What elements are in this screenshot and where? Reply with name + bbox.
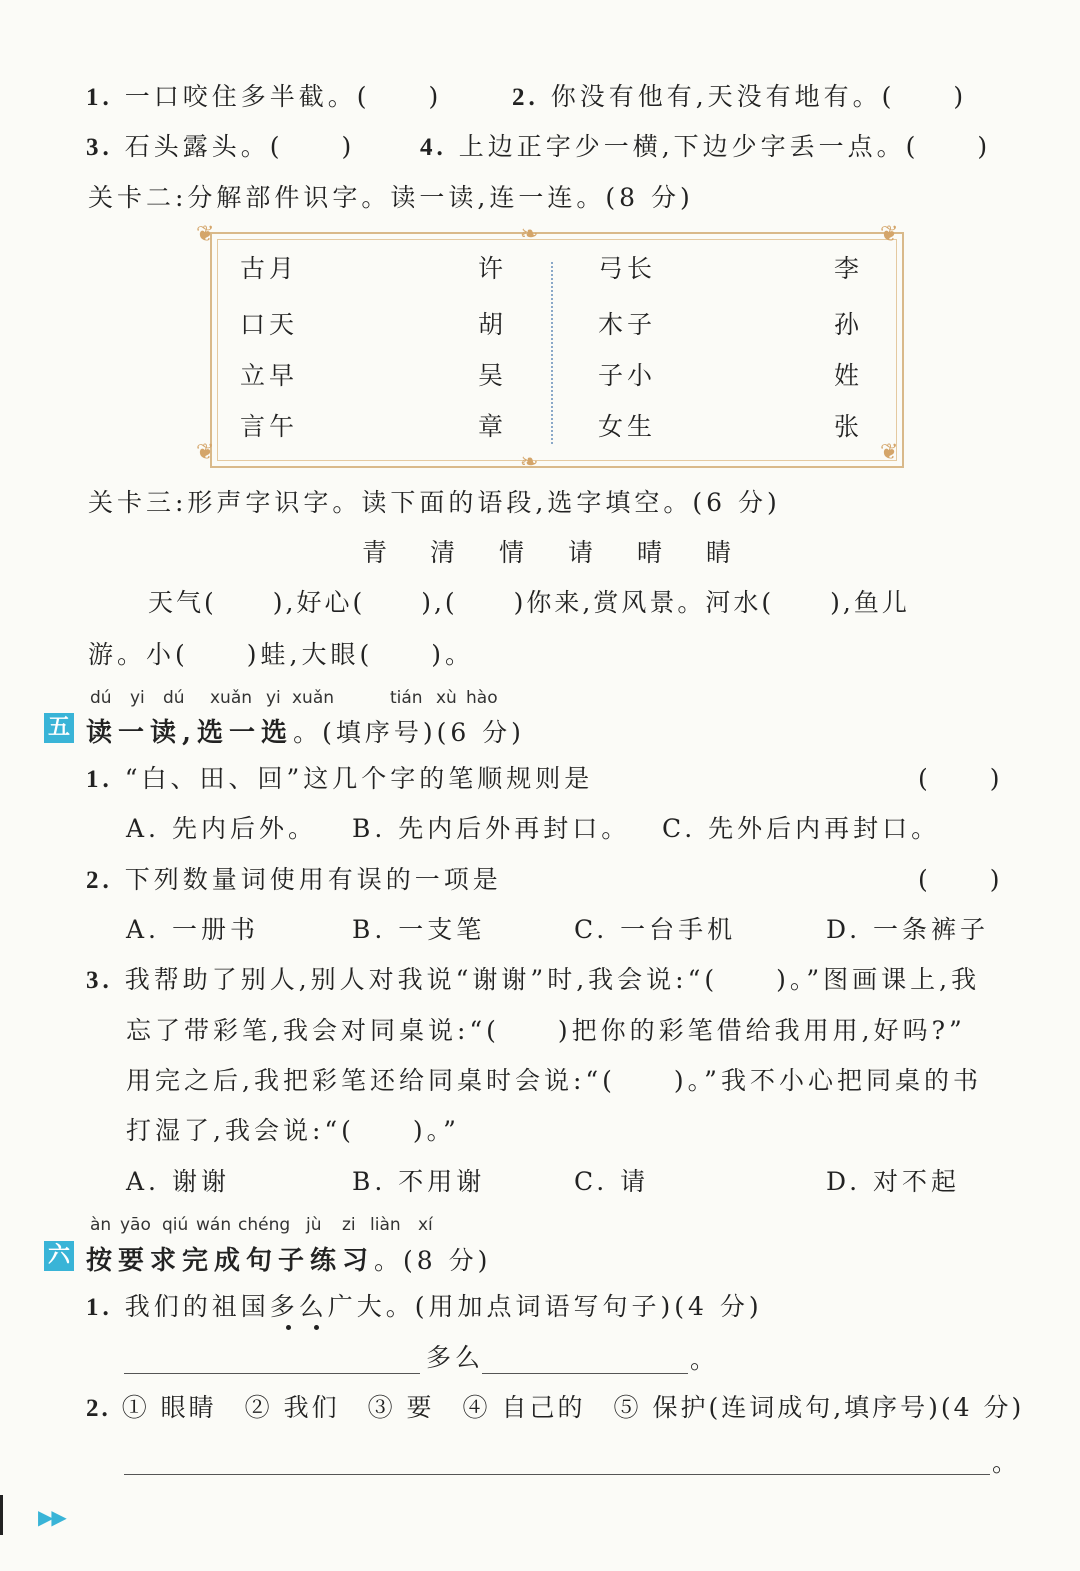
section6-badge: 六 [44,1241,74,1271]
riddle-2: 2. 你没有他有,天没有地有。( ) [512,82,968,111]
right-part-2: 木子 [598,310,657,339]
riddle-1: 1. 一口咬住多半截。( ) [86,82,443,111]
left-char-1: 许 [478,254,508,283]
matching-divider [551,262,553,444]
emphasis-dot [286,1325,291,1330]
next-arrows-icon: ▶▶ [38,1505,65,1529]
section5-pinyin-4: xuǎn [210,688,253,708]
corner-ornament-icon: ❦ [880,440,899,465]
s6-q2: 2. ① 眼睛 ② 我们 ③ 要 ④ 自己的 ⑤ 保护(连词成句,填序号)(4 分) [86,1393,1025,1422]
section5-pinyin-9: hào [466,688,498,708]
section6-pinyin-3: qiú [162,1215,189,1235]
section5-pinyin-7: tián [390,688,423,708]
s6-q1-end: 。 [690,1345,720,1374]
section6-pinyin-6: jù [306,1215,322,1235]
s5-q2-answer-paren[interactable]: ( ) [918,865,1004,894]
level3-passage-line2: 游。小( )蛙,大眼( )。 [88,640,474,669]
section5-pinyin-6: xuǎn [292,688,335,708]
section6-pinyin-4: wán [196,1215,232,1235]
s5-q1-option-c: C. 先外后内再封口。 [662,814,941,843]
section5-pinyin-5: yi [266,688,281,708]
section5-pinyin-8: xù [436,688,457,708]
section6-pinyin-1: àn [90,1215,112,1235]
s5-q3-option-a: A. 谢谢 [126,1167,230,1196]
char-option-5: 晴 [637,538,667,567]
s5-q2-option-c: C. 一台手机 [574,915,737,944]
section6-pinyin-9: xí [418,1215,433,1235]
left-part-2: 口天 [240,310,299,339]
section5-pinyin-2: yi [130,688,145,708]
s5-q1: 1. “白、田、回”这几个字的笔顺规则是 [86,764,594,793]
s5-q3-option-b: B. 不用谢 [352,1167,486,1196]
section5-heading: 读一读,选一选。(填序号)(6 分) [86,718,525,748]
left-part-4: 言午 [240,412,299,441]
s5-q2-option-a: A. 一册书 [126,915,259,944]
left-part-3: 立早 [240,361,299,390]
s6-q1-fill-word: 多么 [426,1343,485,1372]
char-option-1: 青 [362,538,392,567]
s5-q3-option-d: D. 对不起 [826,1167,961,1196]
s5-q1-option-b: B. 先内后外再封口。 [352,814,631,843]
s5-q3-line1: 3. 我帮助了别人,别人对我说“谢谢”时,我会说:“( )。”图画课上,我 [86,965,981,994]
s6-q1-blank-2[interactable] [482,1373,688,1374]
page-edge-bar [0,1495,3,1535]
char-option-2: 清 [430,538,460,567]
char-option-6: 睛 [706,538,736,567]
s5-q1-option-a: A. 先内后外。 [126,814,317,843]
right-char-4: 张 [834,412,864,441]
level3-title: 关卡三:形声字识字。读下面的语段,选字填空。(6 分) [88,488,781,517]
section5-badge: 五 [44,713,74,743]
s6-q2-answer-line[interactable] [124,1474,990,1475]
corner-ornament-icon: ❦ [196,440,215,465]
emphasis-dot [314,1325,319,1330]
right-part-3: 子小 [598,361,657,390]
s5-q2: 2. 下列数量词使用有误的一项是 [86,865,502,894]
s5-q3-line3: 用完之后,我把彩笔还给同桌时会说:“( )。”我不小心把同桌的书 [126,1066,982,1095]
char-option-4: 请 [568,538,598,567]
section5-pinyin-1: dú [90,688,112,708]
left-char-4: 章 [478,412,508,441]
bottom-ornament-icon: ❧ [520,450,539,475]
left-part-1: 古月 [240,254,299,283]
s6-q2-end: 。 [992,1448,1022,1477]
s5-q2-option-d: D. 一条裤子 [826,915,990,944]
s5-q3-option-c: C. 请 [574,1167,650,1196]
char-option-3: 情 [499,538,529,567]
left-char-3: 吴 [478,361,508,390]
section6-heading: 按要求完成句子练习。(8 分) [86,1246,492,1276]
left-char-2: 胡 [478,310,508,339]
s5-q3-line2: 忘了带彩笔,我会对同桌说:“( )把你的彩笔借给我用用,好吗?” [126,1016,966,1045]
right-char-3: 姓 [834,361,864,390]
riddle-3: 3. 石头露头。( ) [86,132,356,161]
section6-pinyin-2: yāo [120,1215,151,1235]
right-part-4: 女生 [598,412,657,441]
right-char-2: 孙 [834,310,864,339]
corner-ornament-icon: ❦ [196,222,215,247]
level3-passage-line1: 天气( ),好心( ),( )你来,赏风景。河水( ),鱼儿 [148,588,910,617]
s5-q3-line4: 打湿了,我会说:“( )。” [126,1116,460,1145]
s6-q1-blank-1[interactable] [124,1373,420,1374]
level2-title: 关卡二:分解部件识字。读一读,连一连。(8 分) [88,183,694,212]
section6-pinyin-8: liàn [370,1215,401,1235]
section6-pinyin-7: zi [342,1215,356,1235]
section6-pinyin-5: chéng [238,1215,291,1235]
right-part-1: 弓长 [598,254,657,283]
section5-pinyin-3: dú [163,688,185,708]
corner-ornament-icon: ❦ [880,222,899,247]
right-char-1: 李 [834,254,864,283]
matching-frame [210,232,904,468]
s5-q1-answer-paren[interactable]: ( ) [918,764,1004,793]
s5-q2-option-b: B. 一支笔 [352,915,486,944]
riddle-4: 4. 上边正字少一横,下边少字丢一点。( ) [420,132,992,161]
s6-q1: 1. 我们的祖国多么广大。(用加点词语写句子)(4 分) [86,1292,763,1321]
top-ornament-icon: ❧ [520,222,539,247]
